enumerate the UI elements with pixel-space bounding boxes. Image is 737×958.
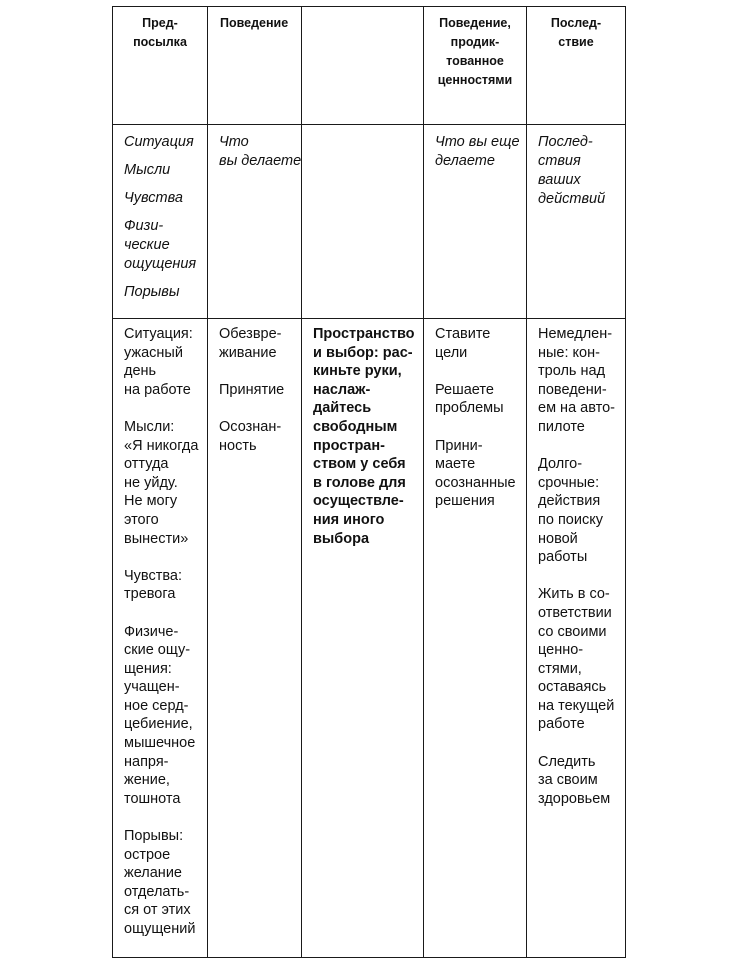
body-values-behavior xyxy=(424,319,526,511)
text-line: Послед- xyxy=(538,134,593,150)
text-line: работы xyxy=(538,549,588,566)
body-antecedent xyxy=(113,319,207,939)
text-paragraph xyxy=(124,623,203,809)
text-line: Ситуация: xyxy=(124,326,193,342)
text-line: не уйду. xyxy=(124,474,178,491)
body-cell-antecedent xyxy=(113,319,208,958)
text-line: желание xyxy=(124,865,182,882)
text-line: Порывы: xyxy=(124,828,184,845)
desc-cell-values-behavior xyxy=(424,125,527,319)
text-line: на текущей xyxy=(538,697,615,714)
header-cell-behavior xyxy=(208,7,302,125)
text-line: свободным xyxy=(313,418,398,435)
text-paragraph xyxy=(124,418,203,548)
text-line: Не могу xyxy=(124,493,178,510)
header-behavior xyxy=(208,7,301,33)
example-row xyxy=(113,319,626,958)
text-paragraph xyxy=(124,161,201,180)
text-line: Порывы xyxy=(124,284,180,300)
text-line: ские ощу- xyxy=(124,642,191,659)
text-paragraph xyxy=(219,325,297,362)
header-row xyxy=(113,7,626,125)
body-behavior xyxy=(208,319,301,455)
desc-behavior xyxy=(208,125,301,171)
desc-values-behavior xyxy=(424,125,526,171)
header-cell-antecedent xyxy=(113,7,208,125)
text-line: Поведение, xyxy=(439,16,511,30)
text-line: ценностями xyxy=(437,73,513,87)
text-line: этого xyxy=(124,511,159,528)
body-cell-consequence xyxy=(527,319,626,958)
text-paragraph xyxy=(124,827,203,939)
text-paragraph xyxy=(124,325,203,399)
body-cell-behavior xyxy=(208,319,302,958)
text-line: работе xyxy=(538,716,585,733)
text-line: ствия xyxy=(538,153,581,169)
text-line: по поиску xyxy=(538,511,603,528)
text-line: живание xyxy=(219,344,277,361)
text-line: Физи- xyxy=(124,218,164,234)
header-consequence xyxy=(527,7,625,52)
text-line: продик- xyxy=(450,35,500,49)
text-line: ствие xyxy=(558,35,594,49)
text-line: ощущений xyxy=(124,921,196,937)
text-line: «Я никогда xyxy=(124,437,199,454)
text-line: здоровьем xyxy=(538,790,611,807)
body-consequence xyxy=(527,319,625,808)
text-line: Поведение xyxy=(220,16,289,30)
text-line: маете xyxy=(435,456,476,473)
text-line: на работе xyxy=(124,381,191,398)
text-line: делаете xyxy=(435,153,495,169)
text-paragraph xyxy=(538,325,621,437)
text-line: Решаете xyxy=(435,381,494,398)
text-line: за своим xyxy=(538,772,598,789)
text-line: ценно- xyxy=(538,642,584,659)
text-line: Физиче- xyxy=(124,623,179,640)
text-line: и выбор: рас- xyxy=(313,344,413,361)
text-line: цели xyxy=(435,344,468,361)
text-paragraph xyxy=(124,189,201,208)
header-cell-consequence xyxy=(527,7,626,125)
text-paragraph xyxy=(124,217,201,274)
text-line: со своими xyxy=(538,623,607,640)
text-paragraph xyxy=(435,381,522,418)
text-line: Принятие xyxy=(219,381,285,398)
text-line: ся от этих xyxy=(124,902,191,919)
header-values-behavior xyxy=(424,7,526,90)
body-cell-values-behavior xyxy=(424,319,527,958)
text-line: действия xyxy=(538,493,601,510)
header-cell-values-behavior xyxy=(424,7,527,125)
text-line: Ставите xyxy=(435,326,491,342)
header-space xyxy=(302,7,423,14)
text-line: киньте руки, xyxy=(313,363,402,380)
text-line: ощущения xyxy=(124,256,197,272)
text-line: Ситуация xyxy=(124,134,194,150)
text-line: Прини- xyxy=(435,437,483,454)
text-line: ваших xyxy=(538,172,581,188)
text-line: Чувства xyxy=(124,190,183,206)
text-paragraph xyxy=(538,585,621,734)
header-cell-space xyxy=(302,7,424,125)
text-line: Долго- xyxy=(538,456,583,473)
text-line: вы делаете xyxy=(219,153,302,169)
text-line: жение, xyxy=(124,772,170,789)
text-paragraph xyxy=(219,418,297,455)
text-line: щения: xyxy=(124,660,172,677)
text-line: ные: кон- xyxy=(538,344,600,361)
text-paragraph xyxy=(124,133,201,152)
text-line: тованное xyxy=(446,54,504,68)
text-line: Мысли: xyxy=(124,418,175,435)
text-line: мышечное xyxy=(124,735,196,752)
desc-antecedent xyxy=(113,125,207,302)
text-line: оттуда xyxy=(124,456,169,473)
text-paragraph xyxy=(435,325,522,362)
text-paragraph xyxy=(124,283,201,302)
text-line: ное серд- xyxy=(124,697,189,714)
text-line: стями, xyxy=(538,660,582,677)
text-line: Пред- xyxy=(142,16,178,30)
text-line: ством у себя xyxy=(313,456,406,473)
text-line: простран- xyxy=(313,437,385,454)
description-row xyxy=(113,125,626,319)
text-line: ем на авто- xyxy=(538,400,615,417)
text-line: Что вы еще xyxy=(435,134,520,150)
desc-consequence xyxy=(527,125,625,209)
text-paragraph xyxy=(313,325,419,548)
text-line: день xyxy=(124,363,157,380)
text-line: цебиение, xyxy=(124,716,193,733)
text-line: ность xyxy=(219,437,257,454)
text-line: ния иного xyxy=(313,511,385,528)
text-line: ческие xyxy=(124,237,170,253)
text-line: проблемы xyxy=(435,400,504,417)
text-paragraph xyxy=(435,437,522,511)
text-line: пилоте xyxy=(538,418,585,435)
text-line: осуществле- xyxy=(313,493,404,510)
header-antecedent xyxy=(113,7,207,52)
text-line: дайтесь xyxy=(313,400,372,417)
text-line: Осознан- xyxy=(219,418,282,435)
text-line: тревога xyxy=(124,586,176,603)
text-line: Чувства: xyxy=(124,567,182,584)
text-line: оставаясь xyxy=(538,679,607,696)
text-line: выбора xyxy=(313,530,370,547)
text-line: решения xyxy=(435,493,495,510)
text-line: троль над xyxy=(538,363,606,380)
text-line: посылка xyxy=(133,35,187,49)
desc-cell-consequence xyxy=(527,125,626,319)
text-line: Послед- xyxy=(550,16,602,30)
desc-cell-antecedent xyxy=(113,125,208,319)
text-line: осознанные xyxy=(435,474,516,491)
text-line: вынести» xyxy=(124,530,189,547)
text-line: Обезвре- xyxy=(219,326,282,342)
text-line: в голове для xyxy=(313,474,406,491)
text-line: тошнота xyxy=(124,790,181,807)
text-line: острое xyxy=(124,846,171,863)
text-line: Что xyxy=(219,134,249,150)
text-line: отделать- xyxy=(124,883,190,900)
text-paragraph xyxy=(124,567,203,604)
text-paragraph xyxy=(538,133,619,209)
body-cell-space xyxy=(302,319,424,958)
text-line: Немедлен- xyxy=(538,326,613,342)
text-line: Мысли xyxy=(124,162,171,178)
text-line: ужасный xyxy=(124,344,183,361)
body-space xyxy=(302,319,423,548)
desc-cell-space xyxy=(302,125,424,319)
text-line: ответствии xyxy=(538,604,612,621)
desc-cell-behavior xyxy=(208,125,302,319)
text-line: учащен- xyxy=(124,679,180,696)
behavior-analysis-table xyxy=(112,6,626,958)
text-paragraph xyxy=(219,381,297,400)
text-paragraph xyxy=(538,455,621,567)
text-line: новой xyxy=(538,530,578,547)
text-line: Пространство xyxy=(313,326,415,342)
text-line: Жить в со- xyxy=(538,586,610,603)
text-line: поведени- xyxy=(538,381,607,398)
text-line: Следить xyxy=(538,753,596,770)
text-paragraph xyxy=(435,133,520,171)
text-line: действий xyxy=(538,191,606,207)
text-line: напря- xyxy=(124,753,169,770)
text-line: срочные: xyxy=(538,474,600,491)
text-paragraph xyxy=(538,753,621,809)
text-line: наслаж- xyxy=(313,381,371,398)
text-paragraph xyxy=(219,133,302,171)
